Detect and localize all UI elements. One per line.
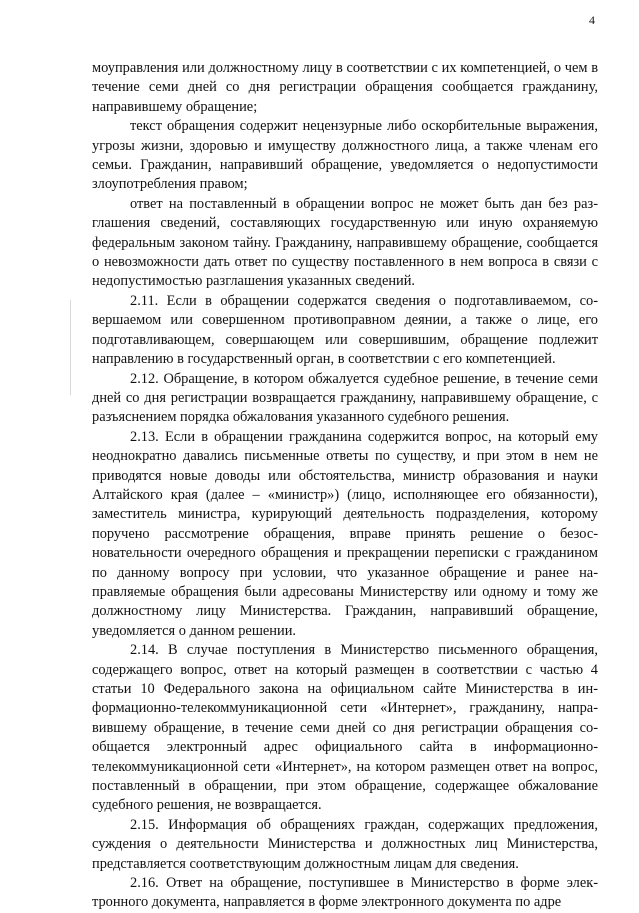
paragraph-2-14: 2.14. В случае поступления в Министерство письменного обращения, содержащего вопрос, ответ на который размещен в соответствии с частью 4 статьи 10 Федерального закона на официальном сайте Министерства в информационно-телекоммуникационной сети «Интернет», гражданину, направившему обращение, в течение семи дней со дня регистрации обращения сообщается электронный адрес официального сайта в информационно-телекоммуникационной сети «Интернет», на котором размещен ответ на вопрос, поставленный в обращении, при этом обращение, содержащее обжалование судебного решения, не возвращается. (92, 642, 598, 814)
paragraph-2-11: 2.11. Если в обращении содержатся сведения о подготавливаемом, совершаемом или совершенном противоправном деянии, а также о лице, его подготавливающем, совершающем или совершившим, обращение подлежит направлению в государственный орган, в соответствии с его компетенцией. (92, 292, 598, 368)
paragraph-2-13: 2.13. Если в обращении гражданина содержится вопрос, на который ему неоднократно давались письменные ответы по существу, и при этом в нем не приводятся новые доводы или обстоятельства, министр образования и науки Алтайского края (далее – «министр») (лицо, исполняющее его обязанности), заместитель министра, курирующий деятельность подразделения, которому поручено рассмотрение обращения, вправе принять решение о безосновательности очередного обращения и прекращении переписки с гражданином по данному вопросу при условии, что указанное обращение и ранее направляемые обращения были адресованы Министерству или одному и тому же должностному лицу Министерства. Гражданин, направивший обращение, уведомляется о данном решении. (92, 428, 598, 639)
paragraph-offensive-text: текст обращения содержит нецензурные либо оскорбительные выражения, угрозы жизни, здоровью и имуществу должностного лица, а также членам его семьи. Гражданин, направивший обращение, уведомляется о недопустимости злоупотребления правом; (92, 118, 598, 193)
page-number: 4 (589, 13, 595, 27)
paragraph-secret-information: ответ на поставленный в обращении вопрос не может быть дан без разглашения сведений, составляющих государственную или иную охраняемую федеральным законом тайну. Гражданину, направившему обращение, сообщается о невозможности дать ответ по существу поставленного в нем вопроса в связи с недопустимостью разглашения указанных сведений. (92, 195, 598, 290)
paragraph-continuation: моуправления или должностному лицу в соответствии с их компетенцией, о чем в течение семи дней со дня регистрации обращения сообщается гражданину, направившему обращение; (92, 60, 598, 115)
paragraph-2-12: 2.12. Обращение, в котором обжалуется судебное решение, в течение семи дней со дня регистрации возвращается гражданину, направившему обращение, с разъяснением порядка обжалования указанного судебного решения. (92, 370, 598, 426)
paragraph-2-16: 2.16. Ответ на обращение, поступившее в Министерство в форме электронного документа, направляется в форме электронного документа по адре (92, 875, 598, 911)
scan-margin-mark (70, 300, 71, 395)
paragraph-2-15: 2.15. Информация об обращениях граждан, содержащих предложения, суждения о деятельности Министерства и должностных лиц Министерства, представляется соответствующим должностным лицам для сведения. (92, 816, 598, 872)
body-text (92, 59, 598, 913)
